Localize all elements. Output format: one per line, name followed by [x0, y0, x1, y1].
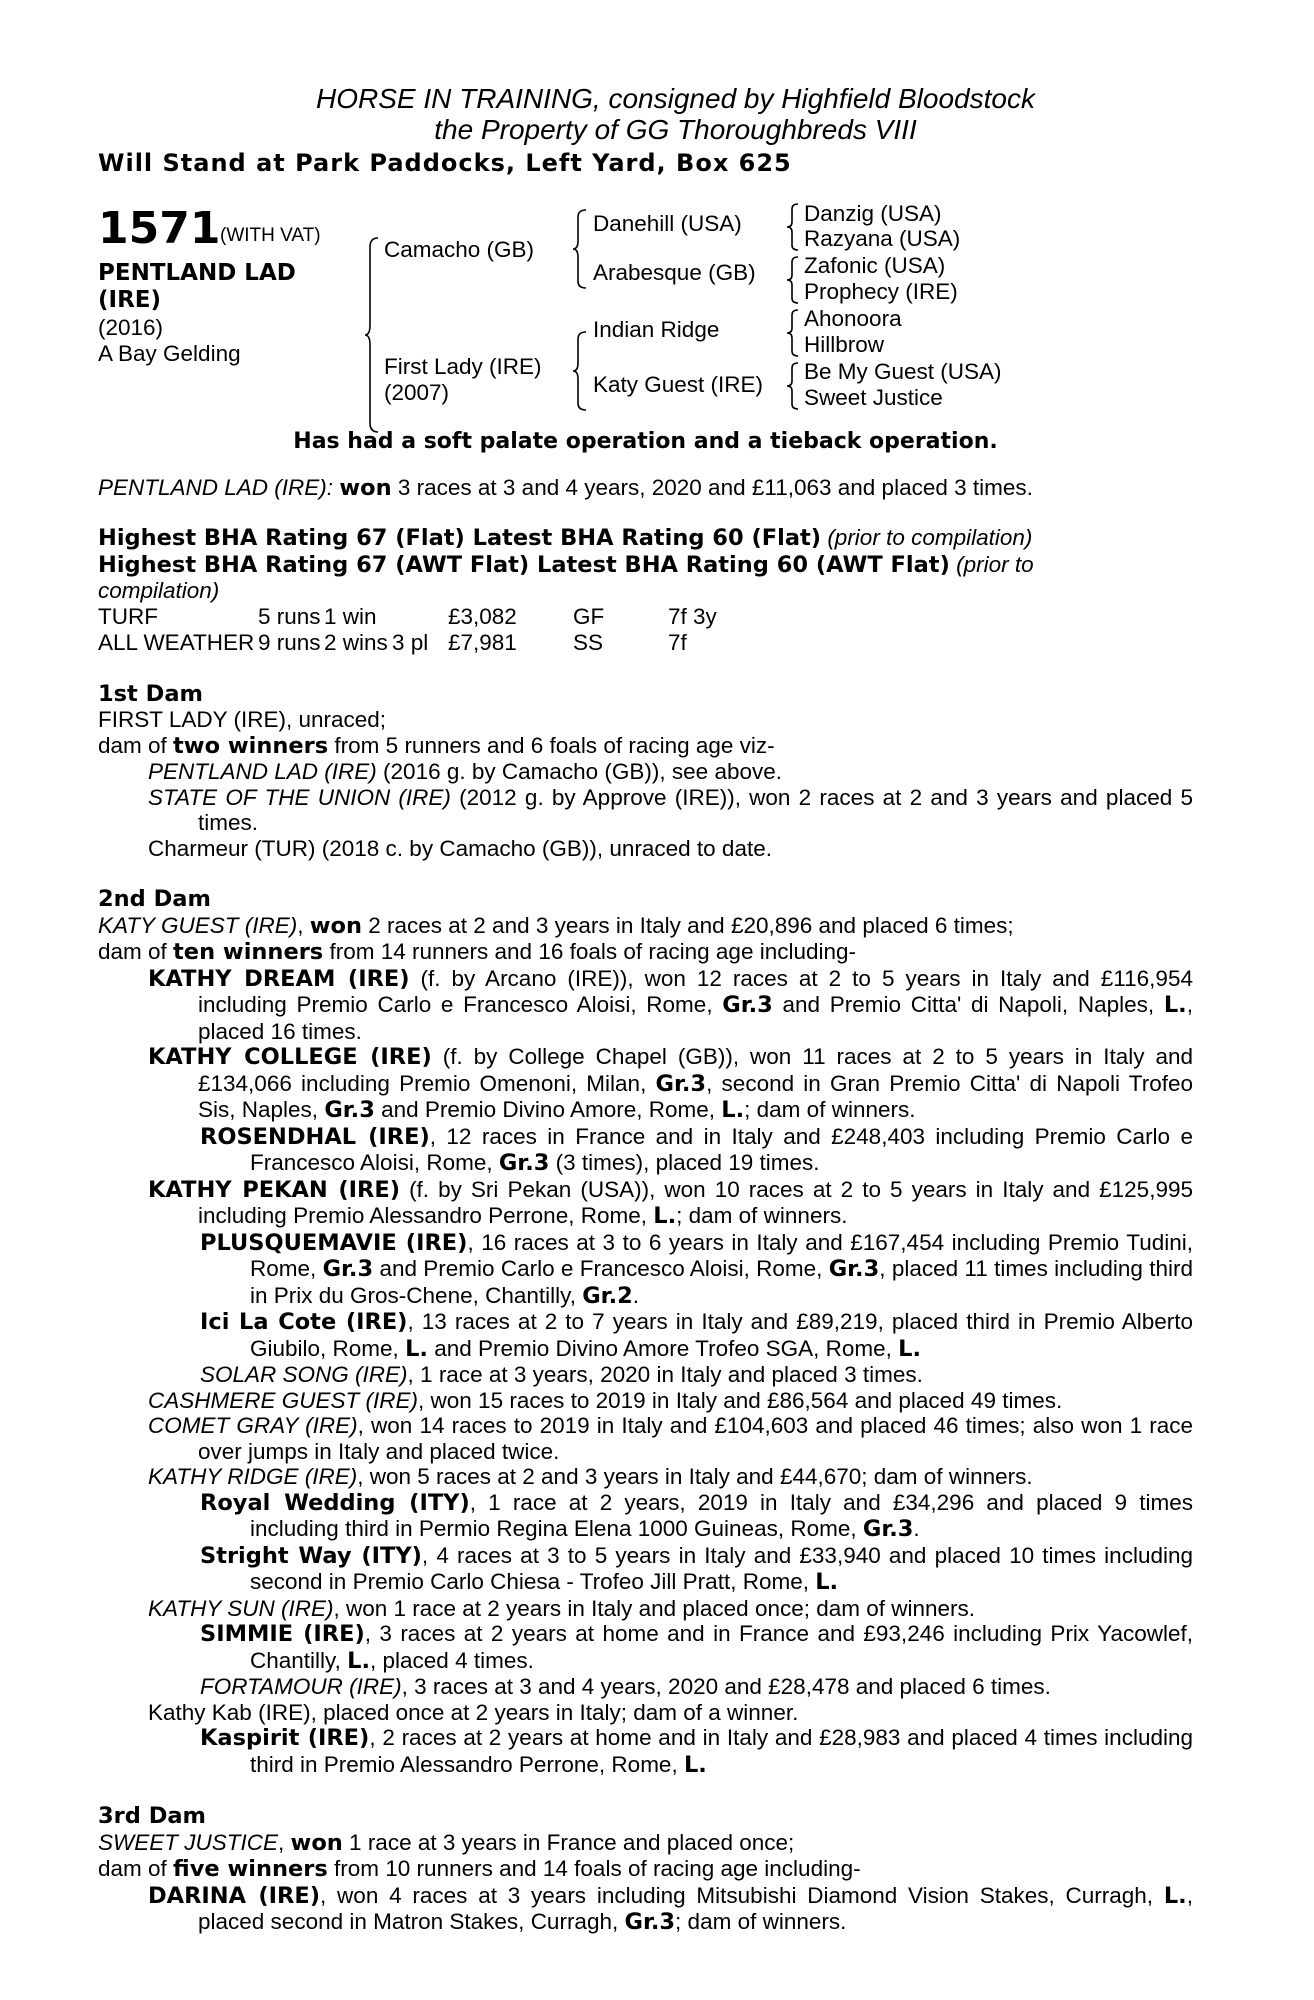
grade: Gr.3 [324, 1097, 375, 1123]
foaling-year: (2016) [98, 315, 164, 340]
grandproduce-entry [98, 1621, 1193, 1674]
grandproduce-entry [98, 1124, 1193, 1177]
record-surface: TURF [98, 603, 158, 629]
dam-dam: Katy Guest (IRE) [593, 372, 764, 397]
produce-name: Stright Way (ITY) [200, 1542, 422, 1569]
rating-awt-note: (prior to [956, 551, 1034, 577]
pedigree-brace-sd [786, 256, 800, 304]
grade: Gr.3 [828, 1256, 880, 1282]
text: dam of [98, 732, 174, 758]
record-prize: £7,981 [448, 629, 517, 655]
text: dam of [98, 1856, 174, 1881]
grade: L. [683, 1751, 707, 1778]
produce-text: ; dam of winners. [676, 1203, 848, 1228]
dam-sire-sire: Ahonoora [804, 306, 902, 331]
location-line: Will Stand at Park Paddocks, Left Yard, Box 625 [98, 149, 792, 177]
dam-line [98, 913, 1193, 940]
ratings [98, 525, 1193, 604]
produce-text: , placed 16 times. [198, 992, 1193, 1044]
third-dam-section [98, 1804, 1193, 1936]
produce-entry [98, 1177, 1193, 1230]
record-going: GF [573, 603, 605, 629]
produce-name: Ici La Cote (IRE) [200, 1309, 408, 1335]
produce-text: , won 1 race at 2 years in Italy and placed once; dam of winners. [333, 1595, 976, 1621]
produce-text: . [913, 1516, 920, 1541]
sire-dam: Arabesque (GB) [593, 260, 756, 285]
section-heading: 2nd Dam [98, 886, 211, 912]
produce-text: , 4 races at 3 to 5 years in Italy and £33,940 and placed 10 times including second in Premio Carlo Chiesa - Trofeo Jill Pratt, Rome, [250, 1542, 1193, 1594]
sire-dam-dam: Prophecy (IRE) [804, 279, 958, 304]
text: 1 race at 3 years in France and placed once; [342, 1829, 795, 1855]
produce-entry: Kathy Kab (IRE), placed once at 2 years in Italy; dam of a winner. [148, 1699, 799, 1725]
grandproduce-entry [98, 1309, 1193, 1362]
produce-name: PENTLAND LAD (IRE) [148, 759, 377, 784]
produce-text: , won 4 races at 3 years including Mitsubishi Diamond Vision Stakes, Curragh, [320, 1882, 1164, 1908]
vat-note: (WITH VAT) [220, 225, 321, 246]
produce-name: KATHY RIDGE (IRE) [148, 1464, 358, 1489]
grade: Gr.3 [722, 992, 773, 1018]
text: from 14 runners and 16 foals of racing age including- [323, 939, 857, 964]
produce-name: COMET GRAY (IRE) [148, 1413, 358, 1438]
summary-rest: 3 races at 3 and 4 years, 2020 and £11,063 and placed 3 times. [397, 474, 1033, 500]
sire-sire: Danehill (USA) [593, 211, 742, 236]
produce-text: , won 15 races to 2019 in Italy and £86,564 and placed 49 times. [418, 1387, 1063, 1413]
text: , [297, 912, 310, 938]
pedigree-block [98, 201, 1193, 429]
first-dam-section [98, 682, 1193, 862]
produce-text: (f. by Arcano (IRE)), won 12 races at 2 to 5 years in Italy and £116,954 including Premio Carlo e Francesco Aloisi, Rome, [198, 965, 1193, 1017]
produce-entry [98, 1596, 1193, 1622]
produce-text: and Premio Divino Amore Trofeo SGA, Rome, [427, 1335, 899, 1361]
produce-text: (3 times), placed 19 times. [549, 1150, 820, 1175]
dam-produce-line [98, 733, 1193, 760]
text: from 5 runners and 6 foals of racing age viz- [328, 732, 775, 758]
winners-count: ten winners [173, 939, 324, 965]
produce-name: KATHY DREAM (IRE) [148, 965, 410, 992]
second-dam-section [98, 887, 1193, 1778]
grandproduce-entry [98, 1674, 1193, 1700]
produce-name: FORTAMOUR (IRE) [200, 1674, 402, 1699]
dam-dam-dam: Sweet Justice [804, 385, 943, 410]
produce-text: , 2 races at 2 years at home and in Italy and £28,983 and placed 4 times including third in Premio Alessandro Perrone, Rome, [250, 1725, 1193, 1777]
produce-text: (2012 g. by Approve (IRE)), won 2 races at 2 and 3 years and placed 5 times. [198, 784, 1193, 835]
produce-name: Kaspirit (IRE) [200, 1725, 370, 1751]
dam-name: KATY GUEST (IRE) [98, 912, 298, 938]
record-distance: 7f [668, 629, 687, 655]
record-prize: £3,082 [448, 603, 517, 629]
produce-text: , placed 11 times including third in Prix du Gros-Chene, Chantilly, [250, 1256, 1194, 1308]
produce-text: , 13 races at 2 to 7 years in Italy and £89,219, placed third in Premio Alberto Giubilo, Rome, [250, 1309, 1193, 1361]
text: from 10 runners and 14 foals of racing age including- [327, 1856, 861, 1881]
pedigree-brace-ds [786, 309, 800, 357]
produce-entry [98, 1464, 1193, 1490]
produce-entry: Charmeur (TUR) (2018 c. by Camacho (GB)), unraced to date. [148, 835, 772, 861]
produce-text: , placed second in Matron Stakes, Curragh, [198, 1882, 1193, 1934]
lot-number: 1571 [98, 203, 221, 254]
produce-text: and Premio Divino Amore, Rome, [374, 1097, 722, 1122]
pedigree-brace-dam [572, 331, 588, 411]
pedigree-brace-main [364, 237, 380, 433]
record-runs: 5 runs [258, 603, 321, 629]
pedigree-brace-sire [572, 209, 588, 289]
catalogue-page [98, 83, 1193, 1936]
produce-text: , 3 races at 3 and 4 years, 2020 and £28,478 and placed 6 times. [401, 1674, 1051, 1699]
produce-text: , won 5 races at 2 and 3 years in Italy and £44,670; dam of winners. [357, 1464, 1033, 1489]
record-surface: ALL WEATHER [98, 629, 255, 655]
grade: Gr.3 [322, 1256, 374, 1282]
rating-flat [98, 525, 1193, 552]
produce-name: KATHY PEKAN (IRE) [148, 1176, 401, 1203]
summary-colon: : [326, 474, 334, 500]
produce-name: CASHMERE GUEST (IRE) [148, 1387, 419, 1413]
record-going: SS [573, 629, 604, 655]
grandproduce-entry [98, 1490, 1193, 1543]
pedigree-brace-ss [786, 203, 800, 251]
produce-entry [98, 1044, 1193, 1124]
winners-count: two winners [173, 732, 329, 759]
grandproduce-entry [98, 1543, 1193, 1596]
produce-name: DARINA (IRE) [148, 1882, 321, 1909]
consignor-line: HORSE IN TRAINING, consigned by Highfield Bloodstock [316, 83, 1035, 114]
produce-text: (2016 g. by Camacho (GB)), see above. [376, 759, 782, 784]
grade: L. [405, 1335, 428, 1362]
record-runs: 9 runs [258, 629, 321, 655]
section-heading: 1st Dam [98, 680, 203, 707]
produce-text: ; dam of winners. [675, 1909, 847, 1934]
rating-flat-note: (prior to compilation) [827, 525, 1033, 550]
grade: Gr.2 [582, 1282, 633, 1309]
produce-entry [98, 1883, 1193, 1936]
horse-name-line2: (IRE) [98, 287, 162, 313]
race-summary [98, 475, 1193, 502]
produce-text: , 3 races at 2 years at home and in France and £93,246 including Prix Yacowlef, Chantilly, [250, 1621, 1193, 1673]
rating-awt [98, 552, 1193, 579]
produce-entry [98, 759, 1193, 785]
produce-text: , placed 4 times. [370, 1647, 534, 1673]
produce-text: (f. by Sri Pekan (USA)), won 10 races at 2 to 5 years in Italy and £125,995 including Premio Alessandro Perrone, Rome, [198, 1176, 1193, 1228]
dam-sire: Indian Ridge [593, 317, 720, 342]
section-heading: 3rd Dam [98, 1803, 206, 1829]
grade: L. [1163, 1882, 1187, 1909]
grandproduce-entry [98, 1230, 1193, 1310]
pedigree-brace-dd [786, 362, 800, 410]
operation-note: Has had a soft palate operation and a tieback operation. [293, 429, 998, 454]
produce-entry [98, 1413, 1193, 1464]
produce-text: ; dam of winners. [744, 1097, 916, 1122]
rating-awt-note-cont: compilation) [98, 578, 220, 603]
produce-name: KATHY COLLEGE (IRE) [148, 1044, 432, 1070]
summary-horse: PENTLAND LAD (IRE) [98, 474, 327, 500]
dam-produce-line [98, 1856, 1193, 1883]
grade: L. [815, 1569, 839, 1595]
record-wins: 1 win [324, 603, 377, 629]
sire-name: Camacho (GB) [384, 237, 535, 262]
dam-name: SWEET JUSTICE [98, 1829, 279, 1855]
produce-name: Royal Wedding (ITY) [200, 1489, 470, 1516]
grandproduce-entry [98, 1362, 1193, 1388]
grade: Gr.3 [624, 1909, 676, 1935]
text: dam of [98, 939, 174, 964]
dam-dam-sire: Be My Guest (USA) [804, 359, 1002, 384]
horse-name [98, 260, 328, 314]
sire-sire-sire: Danzig (USA) [804, 201, 942, 226]
dam-year: (2007) [384, 380, 450, 405]
text: 2 races at 2 and 3 years in Italy and £20,896 and placed 6 times; [361, 912, 1014, 938]
produce-name: ROSENDHAL (IRE) [200, 1123, 430, 1150]
record-wins: 2 wins [324, 629, 388, 655]
dam-line: FIRST LADY (IRE), unraced; [98, 707, 387, 732]
grade: Gr.3 [498, 1150, 550, 1176]
dam-line [98, 1830, 1193, 1857]
produce-text: , 1 race at 2 years, 2019 in Italy and £34,296 and placed 9 times including third in Permio Regina Elena 1000 Guineas, Rome, [250, 1489, 1193, 1541]
produce-name: STATE OF THE UNION (IRE) [148, 784, 451, 810]
produce-text: , second in Gran Premio Citta' di Napoli Trofeo Sis, Naples, [198, 1070, 1193, 1122]
won-label: won [290, 1829, 343, 1856]
produce-text: (f. by College Chapel (GB)), won 11 races at 2 to 5 years in Italy and £134,066 including Premio Omenoni, Milan, [198, 1044, 1193, 1096]
produce-entry [98, 785, 1193, 836]
produce-name: KATHY SUN (IRE) [148, 1595, 334, 1621]
produce-name: SIMMIE (IRE) [200, 1621, 365, 1647]
grade: L. [721, 1097, 745, 1123]
produce-text: , won 14 races to 2019 in Italy and £104,603 and placed 46 times; also won 1 race over jumps in Italy and placed twice. [198, 1413, 1193, 1464]
dam-sire-dam: Hillbrow [804, 332, 885, 357]
record-placed: 3 pl [392, 629, 429, 655]
rating-awt-text: Highest BHA Rating 67 (AWT Flat) Latest BHA Rating 60 (AWT Flat) [98, 551, 950, 578]
produce-text: , 1 race at 3 years, 2020 in Italy and placed 3 times. [407, 1362, 923, 1387]
sire-sire-dam: Razyana (USA) [804, 226, 961, 251]
produce-name: SOLAR SONG (IRE) [200, 1362, 408, 1387]
summary-won: won [339, 474, 392, 501]
grade: Gr.3 [862, 1516, 914, 1542]
horse-name-line1: PENTLAND LAD [98, 260, 296, 286]
horse-description: A Bay Gelding [98, 341, 241, 366]
produce-text: and Premio Carlo e Francesco Aloisi, Rome, [373, 1256, 829, 1281]
grade: L. [653, 1203, 677, 1229]
sire-dam-sire: Zafonic (USA) [804, 253, 946, 278]
produce-text: , 12 races in France and in Italy and £248,403 including Premio Carlo e Francesco Aloisi, Rome, [250, 1123, 1193, 1175]
grade: L. [347, 1647, 371, 1674]
grandproduce-entry [98, 1725, 1193, 1778]
dam-name: First Lady (IRE) [384, 354, 542, 379]
grade: L. [1163, 992, 1187, 1018]
produce-entry [98, 1388, 1193, 1414]
grade: Gr.3 [655, 1070, 707, 1097]
produce-name: PLUSQUEMAVIE (IRE) [200, 1229, 468, 1256]
winners-count: five winners [173, 1856, 328, 1882]
produce-text: , 16 races at 3 to 6 years in Italy and £167,454 including Premio Tudini, Rome, [250, 1229, 1193, 1281]
racing-record-table [98, 604, 1193, 656]
dam-produce-line [98, 939, 1193, 966]
owner-line: the Property of GG Thoroughbreds VIII [434, 114, 917, 145]
produce-text: . [632, 1282, 640, 1308]
text: , [278, 1829, 291, 1855]
produce-entry [98, 966, 1193, 1045]
record-distance: 7f 3y [668, 603, 717, 629]
produce-text: and Premio Citta' di Napoli, Naples, [772, 992, 1164, 1017]
rating-flat-text: Highest BHA Rating 67 (Flat) Latest BHA Rating 60 (Flat) [98, 525, 822, 551]
won-label: won [309, 912, 362, 939]
grade: L. [898, 1335, 922, 1362]
